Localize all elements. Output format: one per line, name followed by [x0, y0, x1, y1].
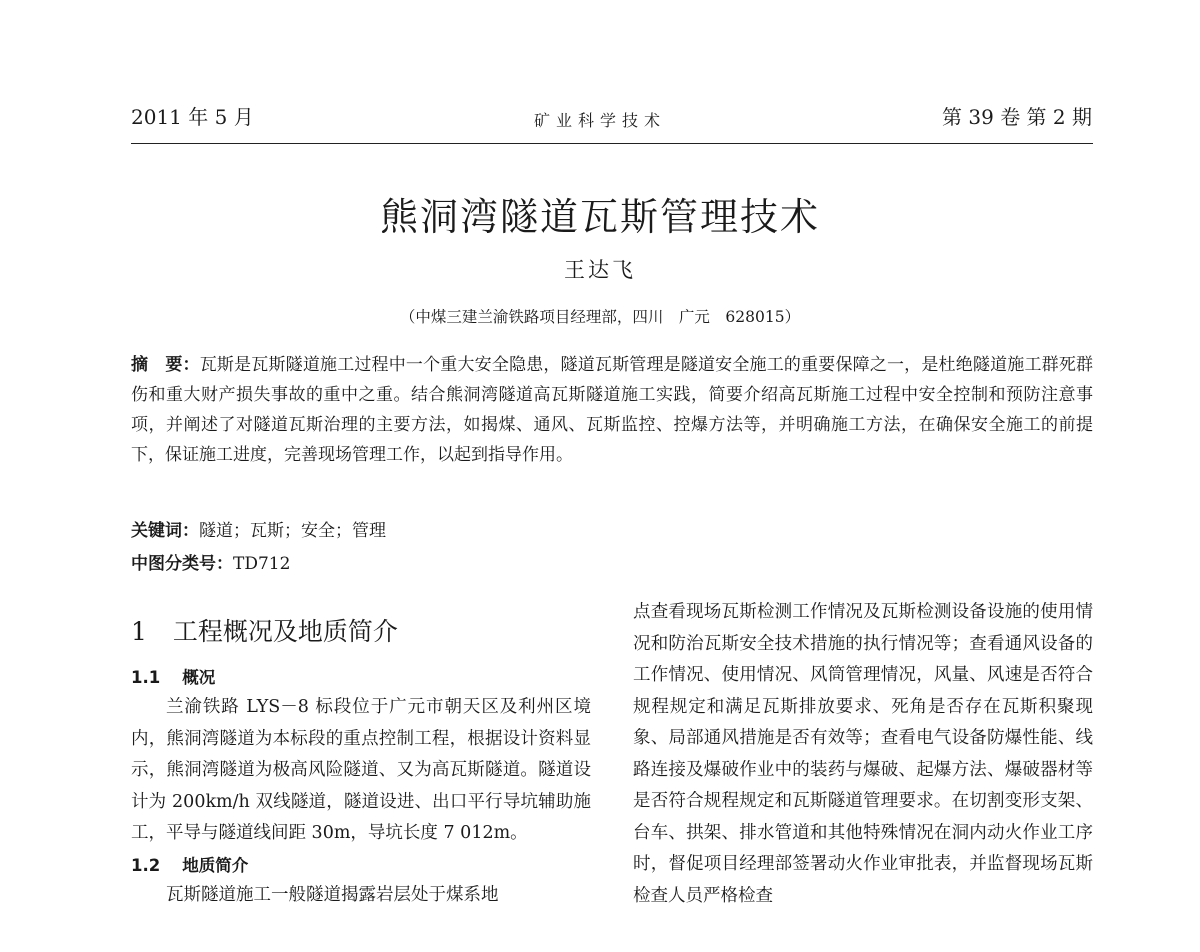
section-1-number: 1 [131, 617, 147, 646]
keywords-label: 关键词： [131, 521, 199, 541]
left-column [131, 612, 591, 911]
classification [131, 549, 290, 574]
header-issue: 第 39 卷 第 2 期 [942, 105, 1092, 129]
subsection-1-1-heading [131, 664, 591, 692]
header-rule [131, 143, 1093, 144]
subsection-1-2-title: 地质简介 [182, 855, 249, 875]
subsection-1-1-title: 概况 [182, 668, 216, 687]
subsection-1-2-heading [131, 852, 591, 880]
subsection-1-1-text: 兰渝铁路 LYS－8 标段位于广元市朝天区及利州区境内，熊洞湾隧道为本标段的重点控制工程，根据设计资料显示，熊洞湾隧道为极高风险隧道、又为高瓦斯隧道。隧道设计为 200km/h 双线隧道，隧道设进、出口平行导坑辅助施工，平导与隧道线间距 30m，导坑长度 7 012m。 [131, 697, 591, 843]
right-column [633, 597, 1093, 912]
keywords-text: 隧道；瓦斯；安全；管理 [199, 521, 386, 541]
subsection-1-1-number: 1.1 [131, 668, 161, 687]
header-date: 2011 年 5 月 [131, 105, 254, 129]
abstract-text: 瓦斯是瓦斯隧道施工过程中一个重大安全隐患，隧道瓦斯管理是隧道安全施工的重要保障之一，是杜绝隧道施工群死群伤和重大财产损失事故的重中之重。结合熊洞湾隧道高瓦斯隧道施工实践，简要介绍高瓦斯施工过程中安全控制和预防注意事项，并阐述了对隧道瓦斯治理的主要方法，如揭煤、通风、瓦斯监控、控爆方法等，并明确施工方法，在确保安全施工的前提下，保证施工进度，完善现场管理工作，以起到指导作用。 [131, 355, 1094, 465]
classification-text: TD712 [233, 554, 291, 574]
abstract-label: 摘 要： [131, 355, 200, 375]
classification-label: 中图分类号： [131, 554, 233, 574]
subsection-1-2-number: 1.2 [131, 855, 161, 875]
article-author: 王达飞 [564, 258, 636, 282]
section-1-heading [131, 612, 591, 652]
keywords [131, 516, 386, 541]
abstract [131, 350, 1093, 470]
header-journal: 矿业科学技术 [533, 111, 666, 130]
subsection-1-2-text: 瓦斯隧道施工一般隧道揭露岩层处于煤系地 [166, 884, 499, 905]
article-affiliation: （中煤三建兰渝铁路项目经理部，四川 广元 628015） [399, 308, 801, 326]
article-title: 熊洞湾隧道瓦斯管理技术 [379, 195, 820, 239]
right-column-text: 点查看现场瓦斯检测工作情况及瓦斯检测设备设施的使用情况和防治瓦斯安全技术措施的执行情况等；查看通风设备的工作情况、使用情况、风筒管理情况，风量、风速是否符合规程规定和满足瓦斯排放要求、死角是否存在瓦斯积聚现象、局部通风措施是否有效等；查看电气设备防爆性能、线路连接及爆破作业中的装药与爆破、起爆方法、爆破器材等是否符合规程规定和瓦斯隧道管理要求。在切割变形支架、台车、拱架、排水管道和其他特殊情况在洞内动火作业工序时，督促项目经理部签署动火作业审批表，并监督现场瓦斯检查人员严格检查 [633, 602, 1093, 906]
section-1-title: 工程概况及地质简介 [172, 617, 398, 646]
